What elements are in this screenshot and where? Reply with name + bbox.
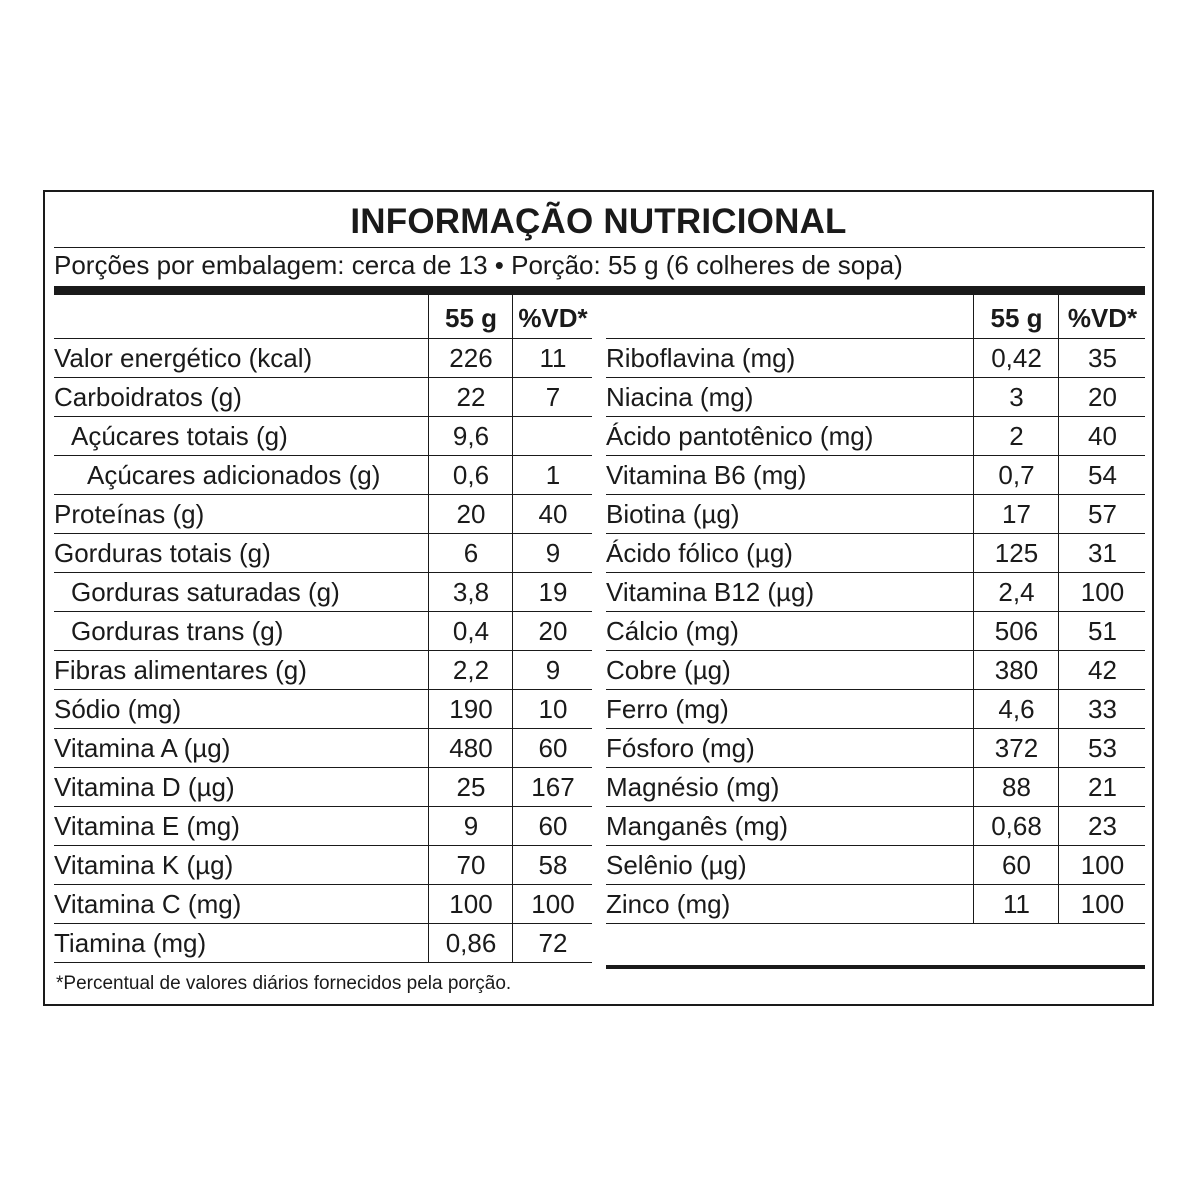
nutrient-dv: 58: [512, 846, 593, 884]
nutrient-dv: 33: [1058, 690, 1146, 728]
nutrient-dv: 60: [512, 729, 593, 767]
nutrient-row: [606, 534, 1145, 573]
amount-column-header: 55 g: [973, 295, 1059, 338]
nutrient-name: Proteínas (g): [54, 499, 205, 529]
nutrient-row: [54, 339, 592, 378]
nutrient-amount: 4,6: [973, 690, 1059, 728]
nutrient-amount: 3: [973, 378, 1059, 416]
nutrient-row: [606, 495, 1145, 534]
nutrient-dv: 72: [512, 924, 593, 962]
nutrient-dv: 21: [1058, 768, 1146, 806]
nutrient-amount: 190: [428, 690, 513, 728]
nutrient-amount: 480: [428, 729, 513, 767]
nutrient-amount: 70: [428, 846, 513, 884]
nutrient-amount: 0,68: [973, 807, 1059, 845]
nutrient-name: Vitamina B6 (mg): [606, 460, 807, 490]
nutrient-amount: 2: [973, 417, 1059, 455]
amount-column-header: 55 g: [428, 295, 513, 338]
nutrient-amount: 6: [428, 534, 513, 572]
nutrient-amount: 9,6: [428, 417, 513, 455]
nutrient-row: [54, 378, 592, 417]
nutrient-name: Fibras alimentares (g): [54, 655, 307, 685]
nutrient-amount: 2,2: [428, 651, 513, 689]
nutrient-amount: 100: [428, 885, 513, 923]
nutrient-row: [54, 651, 592, 690]
nutrient-dv: 9: [512, 651, 593, 689]
nutrient-row: [54, 885, 592, 924]
nutrient-amount: 506: [973, 612, 1059, 650]
dv-column-header: %VD*: [1058, 295, 1146, 338]
nutrient-amount: 0,86: [428, 924, 513, 962]
nutrient-name: Manganês (mg): [606, 811, 789, 841]
nutrient-row: [54, 534, 592, 573]
nutrient-amount: 372: [973, 729, 1059, 767]
nutrient-amount: 25: [428, 768, 513, 806]
nutrient-amount: 88: [973, 768, 1059, 806]
nutrient-name: Vitamina D (µg): [54, 772, 235, 802]
nutrient-dv: 42: [1058, 651, 1146, 689]
table-header-right: [606, 295, 1145, 339]
nutrient-dv: 60: [512, 807, 593, 845]
nutrient-dv: 20: [1058, 378, 1146, 416]
nutrition-facts-panel: [43, 190, 1154, 1006]
nutrient-row: [54, 456, 592, 495]
nutrient-dv: 11: [512, 339, 593, 377]
nutrient-amount: 125: [973, 534, 1059, 572]
nutrient-amount: 0,6: [428, 456, 513, 494]
nutrient-dv: [512, 417, 593, 455]
nutrient-amount: 0,4: [428, 612, 513, 650]
right-nutrient-table: [606, 295, 1145, 924]
nutrient-dv: 100: [512, 885, 593, 923]
nutrient-name: Selênio (µg): [606, 850, 747, 880]
nutrient-row: [54, 417, 592, 456]
nutrient-amount: 380: [973, 651, 1059, 689]
nutrient-row: [606, 378, 1145, 417]
nutrient-name: Vitamina A (µg): [54, 733, 231, 763]
nutrient-amount: 2,4: [973, 573, 1059, 611]
nutrient-amount: 17: [973, 495, 1059, 533]
nutrient-row: [54, 690, 592, 729]
nutrient-name: Magnésio (mg): [606, 772, 780, 802]
bottom-divider: [606, 965, 1145, 969]
nutrient-name: Vitamina B12 (µg): [606, 577, 815, 607]
nutrient-name: Biotina (µg): [606, 499, 740, 529]
nutrient-amount: 226: [428, 339, 513, 377]
nutrient-name: Gorduras saturadas (g): [71, 577, 340, 607]
nutrient-amount: 0,7: [973, 456, 1059, 494]
nutrient-dv: 40: [512, 495, 593, 533]
nutrient-amount: 11: [973, 885, 1059, 923]
nutrient-amount: 3,8: [428, 573, 513, 611]
nutrient-row: [606, 768, 1145, 807]
nutrient-dv: 100: [1058, 846, 1146, 884]
nutrient-dv: 20: [512, 612, 593, 650]
nutrient-dv: 51: [1058, 612, 1146, 650]
nutrient-name: Vitamina K (µg): [54, 850, 234, 880]
nutrient-name: Ácido fólico (µg): [606, 538, 793, 568]
nutrient-row: [54, 612, 592, 651]
nutrient-row: [54, 846, 592, 885]
nutrient-amount: 9: [428, 807, 513, 845]
nutrient-row: [606, 885, 1145, 924]
nutrient-row: [54, 573, 592, 612]
nutrient-row: [606, 339, 1145, 378]
nutrient-dv: 167: [512, 768, 593, 806]
nutrient-row: [606, 846, 1145, 885]
nutrient-name: Vitamina C (mg): [54, 889, 242, 919]
nutrient-dv: 100: [1058, 573, 1146, 611]
nutrient-row: [606, 456, 1145, 495]
nutrient-name: Ferro (mg): [606, 694, 729, 724]
nutrient-row: [54, 807, 592, 846]
nutrient-dv: 40: [1058, 417, 1146, 455]
nutrient-amount: 60: [973, 846, 1059, 884]
nutrient-name: Fósforo (mg): [606, 733, 755, 763]
nutrient-name: Ácido pantotênico (mg): [606, 421, 874, 451]
nutrient-dv: 57: [1058, 495, 1146, 533]
thick-divider: [54, 286, 1145, 295]
nutrient-row: [606, 807, 1145, 846]
nutrient-row: [606, 573, 1145, 612]
nutrient-name: Açúcares adicionados (g): [87, 460, 381, 490]
nutrient-row: [54, 924, 592, 963]
nutrient-amount: 0,42: [973, 339, 1059, 377]
nutrient-row: [606, 612, 1145, 651]
nutrient-name: Zinco (mg): [606, 889, 731, 919]
nutrient-name: Valor energético (kcal): [54, 343, 313, 373]
nutrient-dv: 19: [512, 573, 593, 611]
nutrient-dv: 10: [512, 690, 593, 728]
nutrient-dv: 23: [1058, 807, 1146, 845]
nutrient-name: Gorduras trans (g): [71, 616, 284, 646]
dv-column-header: %VD*: [512, 295, 593, 338]
nutrient-name: Gorduras totais (g): [54, 538, 271, 568]
nutrient-name: Carboidratos (g): [54, 382, 242, 412]
nutrient-row: [54, 729, 592, 768]
servings-line: Porções por embalagem: cerca de 13 • Porção: 55 g (6 colheres de sopa): [54, 250, 903, 280]
nutrient-name: Tiamina (mg): [54, 928, 207, 958]
nutrient-amount: 20: [428, 495, 513, 533]
table-header-left: [54, 295, 592, 339]
nutrient-dv: 7: [512, 378, 593, 416]
nutrient-dv: 31: [1058, 534, 1146, 572]
nutrient-row: [606, 690, 1145, 729]
nutrient-name: Riboflavina (mg): [606, 343, 796, 373]
nutrient-amount: 22: [428, 378, 513, 416]
footnote: *Percentual de valores diários fornecidos pela porção.: [56, 973, 512, 994]
nutrient-name: Açúcares totais (g): [71, 421, 288, 451]
nutrient-row: [606, 417, 1145, 456]
nutrient-row: [606, 729, 1145, 768]
nutrient-name: Cobre (µg): [606, 655, 731, 685]
nutrient-name: Vitamina E (mg): [54, 811, 240, 841]
panel-title: INFORMAÇÃO NUTRICIONAL: [350, 202, 847, 241]
left-nutrient-table: [54, 295, 592, 963]
title-divider: [54, 247, 1145, 248]
nutrient-name: Niacina (mg): [606, 382, 754, 412]
nutrient-dv: 1: [512, 456, 593, 494]
nutrient-dv: 100: [1058, 885, 1146, 923]
nutrient-row: [54, 495, 592, 534]
nutrient-dv: 54: [1058, 456, 1146, 494]
nutrient-dv: 53: [1058, 729, 1146, 767]
nutrient-dv: 35: [1058, 339, 1146, 377]
nutrient-row: [606, 651, 1145, 690]
nutrient-row: [54, 768, 592, 807]
nutrient-dv: 9: [512, 534, 593, 572]
nutrient-name: Sódio (mg): [54, 694, 182, 724]
nutrient-name: Cálcio (mg): [606, 616, 739, 646]
